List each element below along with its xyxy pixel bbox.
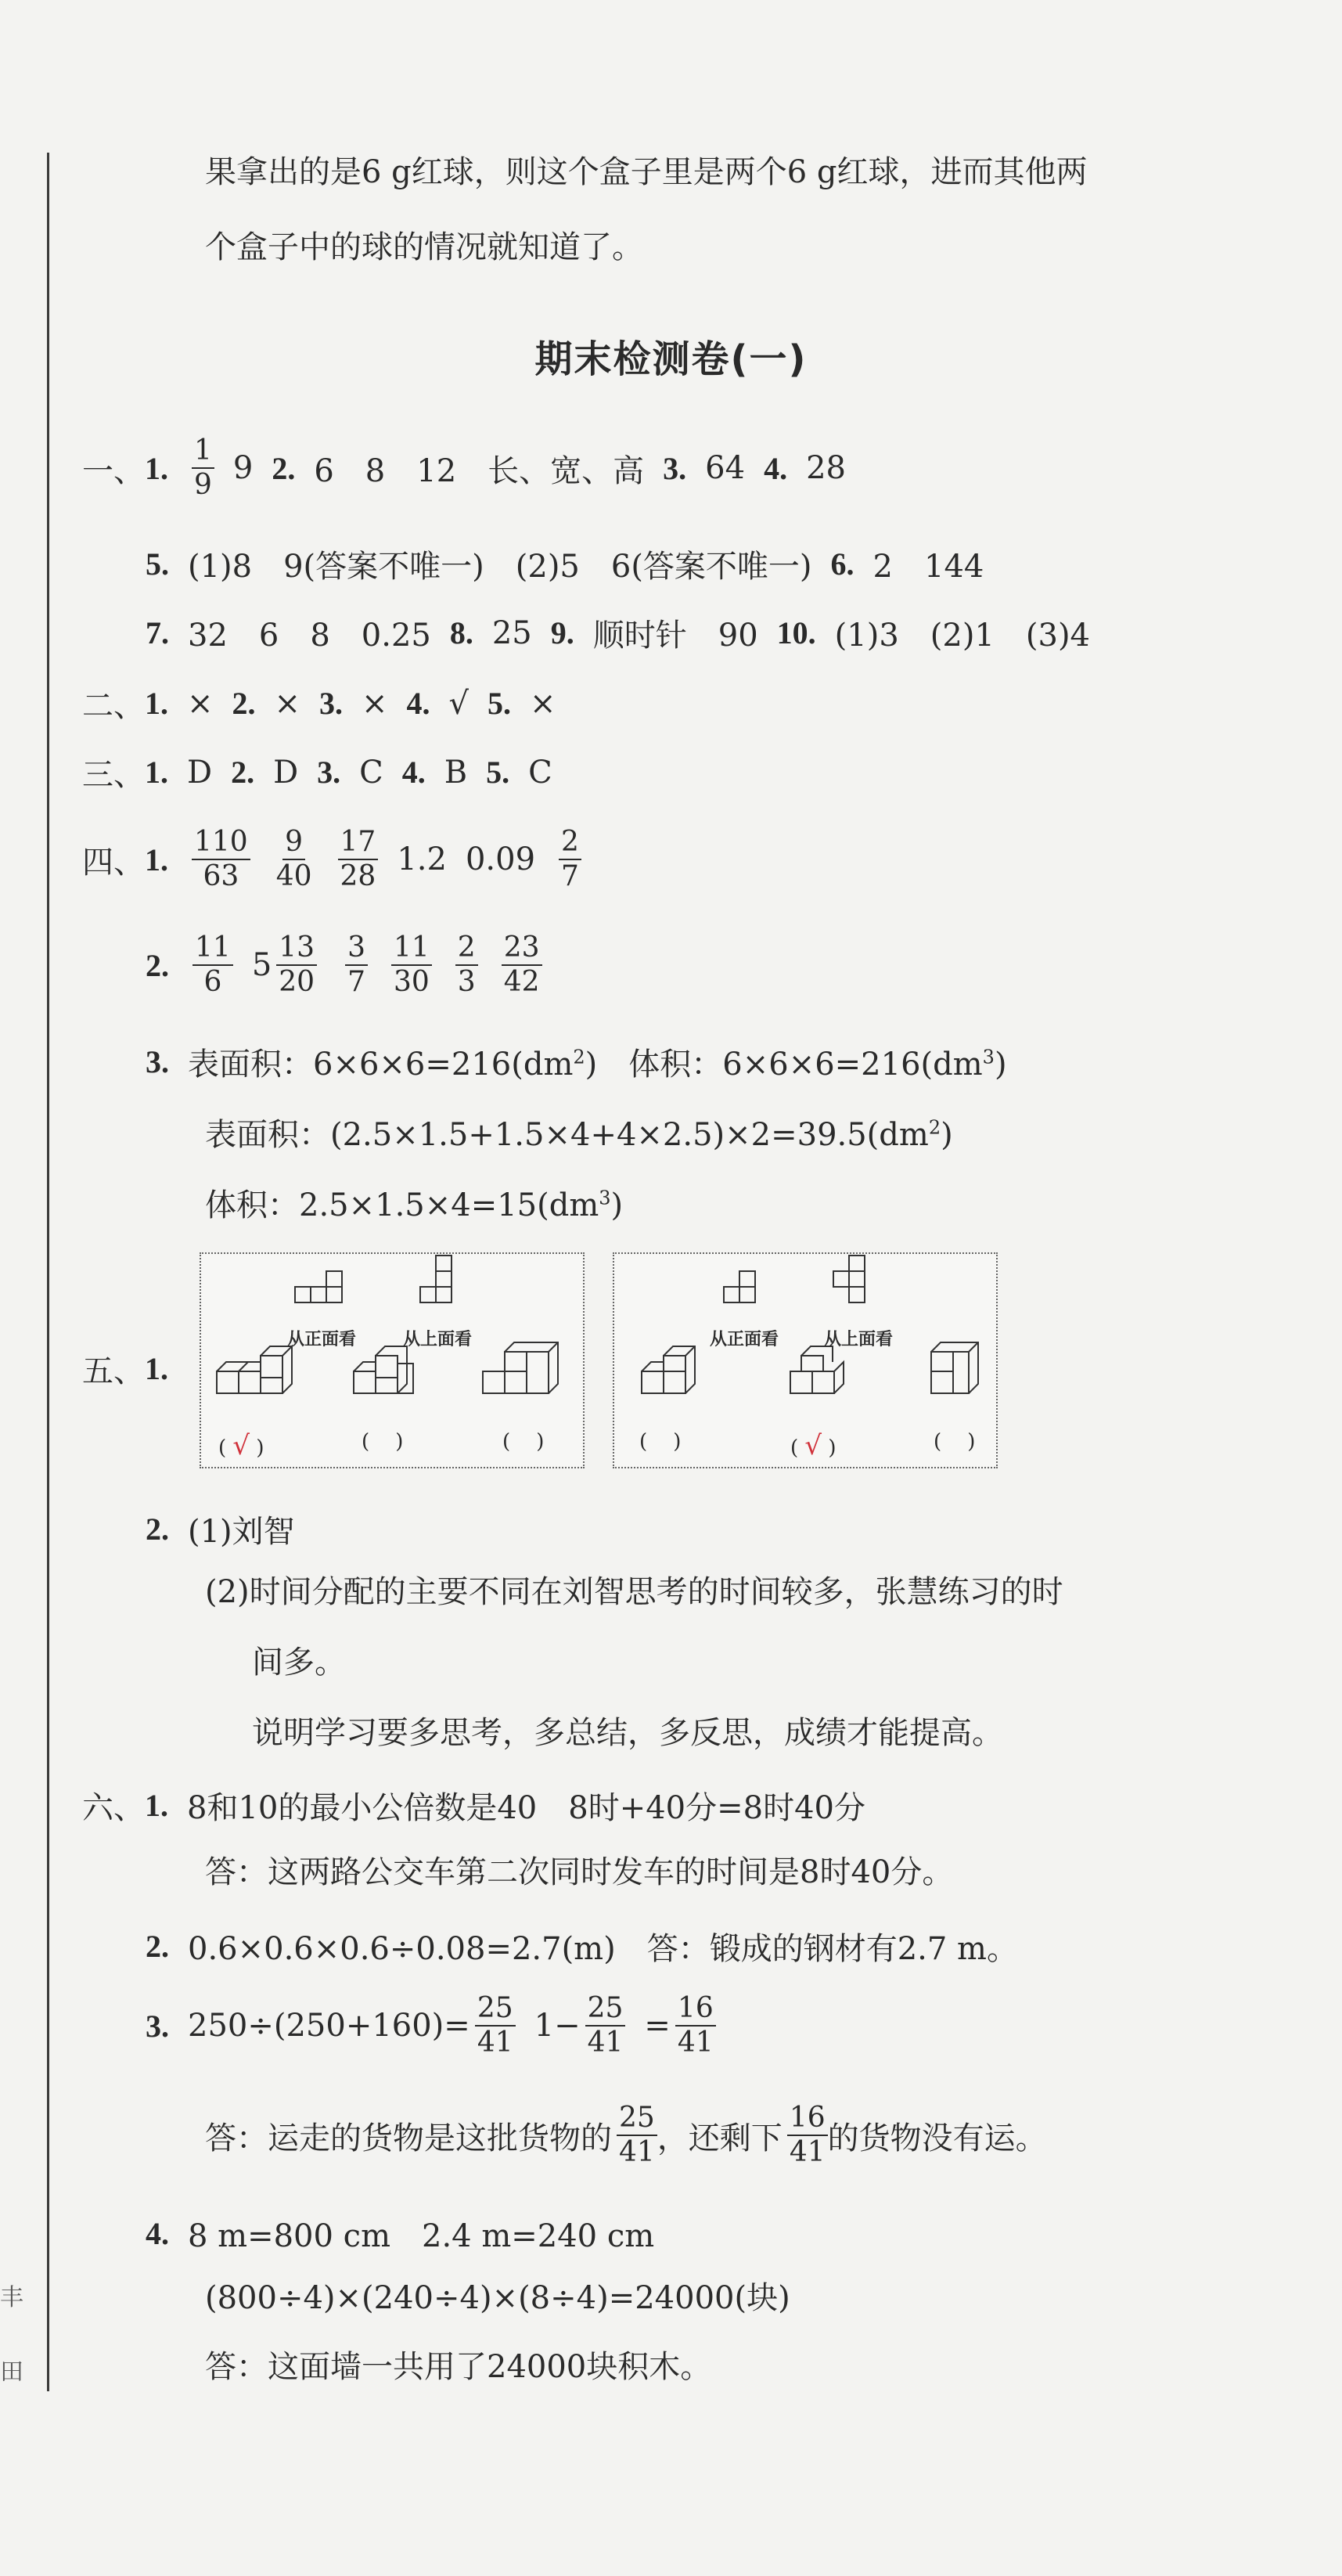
- part6-row-3: [146, 1992, 735, 2059]
- fraction: $\frac{11}{6}$: [192, 931, 233, 999]
- q-number: 2.: [232, 686, 256, 721]
- fraction: $\frac{25}{41}$: [617, 2102, 657, 2169]
- answer: (1)8 9(答案不唯一) (2)5 6(答案不唯一): [188, 549, 812, 585]
- fraction: $\frac{17}{28}$: [338, 826, 379, 893]
- q-number: 1.: [145, 450, 168, 486]
- answer: ×: [362, 685, 388, 722]
- answer: 6 8 12 长、宽、高: [314, 452, 645, 489]
- answer: 1.2: [397, 841, 447, 877]
- answer: ×: [187, 685, 214, 722]
- intro-line-1: 果拿出的是6 g红球，则这个盒子里是两个6 g红球，进而其他两: [205, 154, 1088, 190]
- answer: C: [528, 754, 552, 791]
- check-mark-icon: √: [232, 1430, 250, 1461]
- answer: 64: [705, 450, 746, 486]
- answer-paren-1: ( ): [639, 1430, 682, 1454]
- fraction: $\frac{1}{9}$: [192, 434, 214, 502]
- q-number: 1.: [145, 1788, 168, 1823]
- answer-paren-1: ( √ ): [218, 1430, 264, 1461]
- answer: ×: [530, 685, 556, 722]
- answer: 顺时针 90: [592, 618, 758, 654]
- q-number: 10.: [776, 615, 816, 650]
- fraction: $\frac{3}{7}$: [345, 931, 368, 999]
- answer: B: [444, 754, 468, 791]
- q-number: 5.: [486, 755, 510, 790]
- calc-text: 250÷(250+160)=: [188, 2008, 470, 2044]
- answer-line: 0.6×0.6×0.6÷0.08=2.7(m) 答：锻成的钢材有2.7 m。: [188, 1931, 1018, 1967]
- check-mark-icon: √: [804, 1430, 822, 1461]
- answer-paren-2: ( ): [362, 1430, 404, 1454]
- q-number: 4.: [406, 686, 430, 721]
- q-number: 1.: [145, 755, 168, 790]
- q-number: 5.: [488, 686, 512, 721]
- fraction: $\frac{25}{41}$: [475, 1992, 516, 2059]
- view-problem-box-1: [200, 1252, 585, 1468]
- section-5-label: 五、: [82, 1353, 145, 1389]
- fraction: $\frac{23}{42}$: [502, 931, 542, 999]
- label-top-view: 从上面看: [824, 1330, 894, 1349]
- q-number: 2.: [146, 1511, 169, 1547]
- answer-line: 说明学习要多思考，多总结，多反思，成绩才能提高。: [252, 1715, 1003, 1751]
- part2-row: [82, 681, 575, 726]
- fraction: $\frac{11}{30}$: [391, 931, 432, 999]
- edge-mark-2: 田: [0, 2358, 23, 2386]
- part1-row-1: [82, 434, 865, 502]
- part4-row-3: [146, 1039, 1007, 1084]
- calc-text: 1−: [534, 2008, 581, 2044]
- margin-rule: [47, 153, 49, 2391]
- q-number: 1.: [145, 686, 168, 721]
- part5-row-2: [146, 1507, 314, 1551]
- label-front-view: 从正面看: [710, 1330, 779, 1349]
- q-number: 2.: [272, 450, 296, 486]
- fraction: $\frac{16}{41}$: [675, 1992, 716, 2059]
- q-number: 2.: [231, 755, 255, 790]
- q-number: 2.: [146, 1929, 169, 1964]
- q-number: 5.: [146, 546, 169, 582]
- label-top-view: 从上面看: [403, 1330, 473, 1349]
- section-1-label: 一、: [82, 452, 145, 489]
- q-number: 1.: [145, 1351, 168, 1386]
- q-number: 9.: [550, 615, 574, 650]
- answer-line: 8和10的最小公倍数是40 8时+40分=8时40分: [187, 1790, 865, 1826]
- page-title: 期末检测卷(一): [534, 337, 808, 381]
- section-4-label: 四、: [82, 844, 145, 881]
- answer: 2 144: [872, 549, 984, 585]
- calc-line: 体积：$2.5\times 1.5\times 4=15(dm^3)$: [205, 1187, 624, 1223]
- answer-text: 的货物没有运。: [827, 2120, 1047, 2156]
- part3-row: [82, 750, 571, 794]
- answer: 32 6 8 0.25: [188, 618, 431, 654]
- part4-row-1: [82, 826, 600, 893]
- answer-text: ，还剩下: [657, 2120, 783, 2156]
- edge-mark-1: 丰: [0, 2284, 23, 2311]
- section-3-label: 三、: [82, 757, 145, 793]
- q-number: 3.: [146, 2008, 169, 2044]
- part4-row-5: [205, 1180, 642, 1225]
- q-number: 6.: [830, 546, 854, 582]
- answer-line: 答：这两路公交车第二次同时发车的时间是8时40分。: [205, 1854, 954, 1890]
- answer-paren-2: ( √ ): [790, 1430, 837, 1461]
- calc-line: 表面积：$6\times 6\times 6=216(dm^2)$ 体积：$6\times 6\times 6=216(dm^3)$: [188, 1046, 1007, 1083]
- answer: D: [187, 754, 213, 791]
- part6-row-1: [82, 1783, 884, 1828]
- answer-line: (1)刘智: [188, 1514, 295, 1550]
- part6-row-4: [205, 2102, 1066, 2169]
- part6-row-5: [146, 2211, 673, 2256]
- q-number: 4.: [401, 755, 426, 790]
- q-number: 4.: [764, 450, 788, 486]
- answer-line: (800÷4)×(240÷4)×(8÷4)=24000(块): [205, 2280, 790, 2316]
- fraction: $\frac{25}{41}$: [585, 1992, 626, 2059]
- q-number: 3.: [663, 450, 687, 486]
- fraction: $\frac{2}{7}$: [559, 826, 581, 893]
- answer-paren-3: ( ): [502, 1430, 545, 1454]
- calc-text: =: [644, 2008, 671, 2044]
- mixed-number: 5 $\frac{13}{20}$: [252, 931, 322, 999]
- q-number: 3.: [317, 755, 341, 790]
- answer-line: 间多。: [252, 1645, 346, 1681]
- fraction: $\frac{9}{40}$: [275, 826, 312, 892]
- q-number: 3.: [146, 1044, 169, 1079]
- answer: 9: [232, 450, 254, 486]
- intro-line-2: 个盒子中的球的情况就知道了。: [205, 229, 643, 265]
- answer-line: (2)时间分配的主要不同在刘智思考的时间较多，张慧练习的时: [205, 1574, 1063, 1610]
- part6-row-2: [146, 1924, 1037, 1969]
- answer: 25: [491, 614, 532, 651]
- label-front-view: 从正面看: [287, 1330, 357, 1349]
- part1-row-2: [146, 542, 1002, 586]
- answer: C: [359, 754, 383, 791]
- answer-paren-3: ( ): [934, 1430, 976, 1454]
- q-number: 4.: [146, 2216, 169, 2251]
- answer-line: 8 m=800 cm 2.4 m=240 cm: [188, 2218, 655, 2254]
- answer: (1)3 (2)1 (3)4: [834, 618, 1090, 654]
- q-number: 1.: [145, 841, 168, 877]
- section-2-label: 二、: [82, 688, 145, 724]
- answer: 28: [806, 450, 846, 486]
- answer: 0.09: [465, 841, 536, 877]
- fraction: $\frac{2}{3}$: [455, 931, 478, 999]
- q-number: 3.: [319, 686, 344, 721]
- answer: ×: [274, 685, 301, 722]
- answer: D: [273, 754, 299, 791]
- q-number: 2.: [146, 947, 169, 983]
- q-number: 7.: [146, 615, 169, 650]
- part5-row-1: [82, 1346, 187, 1391]
- part4-row-4: [205, 1110, 972, 1155]
- section-6-label: 六、: [82, 1790, 145, 1826]
- fraction: $\frac{16}{41}$: [787, 2102, 828, 2169]
- calc-line: 表面积：$(2.5\times 1.5+1.5\times 4+4\times 2.5)\times 2=39.5(dm^2)$: [205, 1116, 953, 1153]
- answer-line: 答：这面墙一共用了24000块积木。: [205, 2349, 712, 2385]
- answer-text: 答：运走的货物是这批货物的: [205, 2120, 612, 2156]
- fraction: $\frac{110}{63}$: [192, 826, 250, 893]
- part4-row-2: [146, 931, 561, 999]
- part1-row-3: [146, 611, 1109, 655]
- answer: √: [448, 685, 470, 722]
- view-problem-box-2: [613, 1252, 998, 1468]
- q-number: 8.: [449, 615, 473, 650]
